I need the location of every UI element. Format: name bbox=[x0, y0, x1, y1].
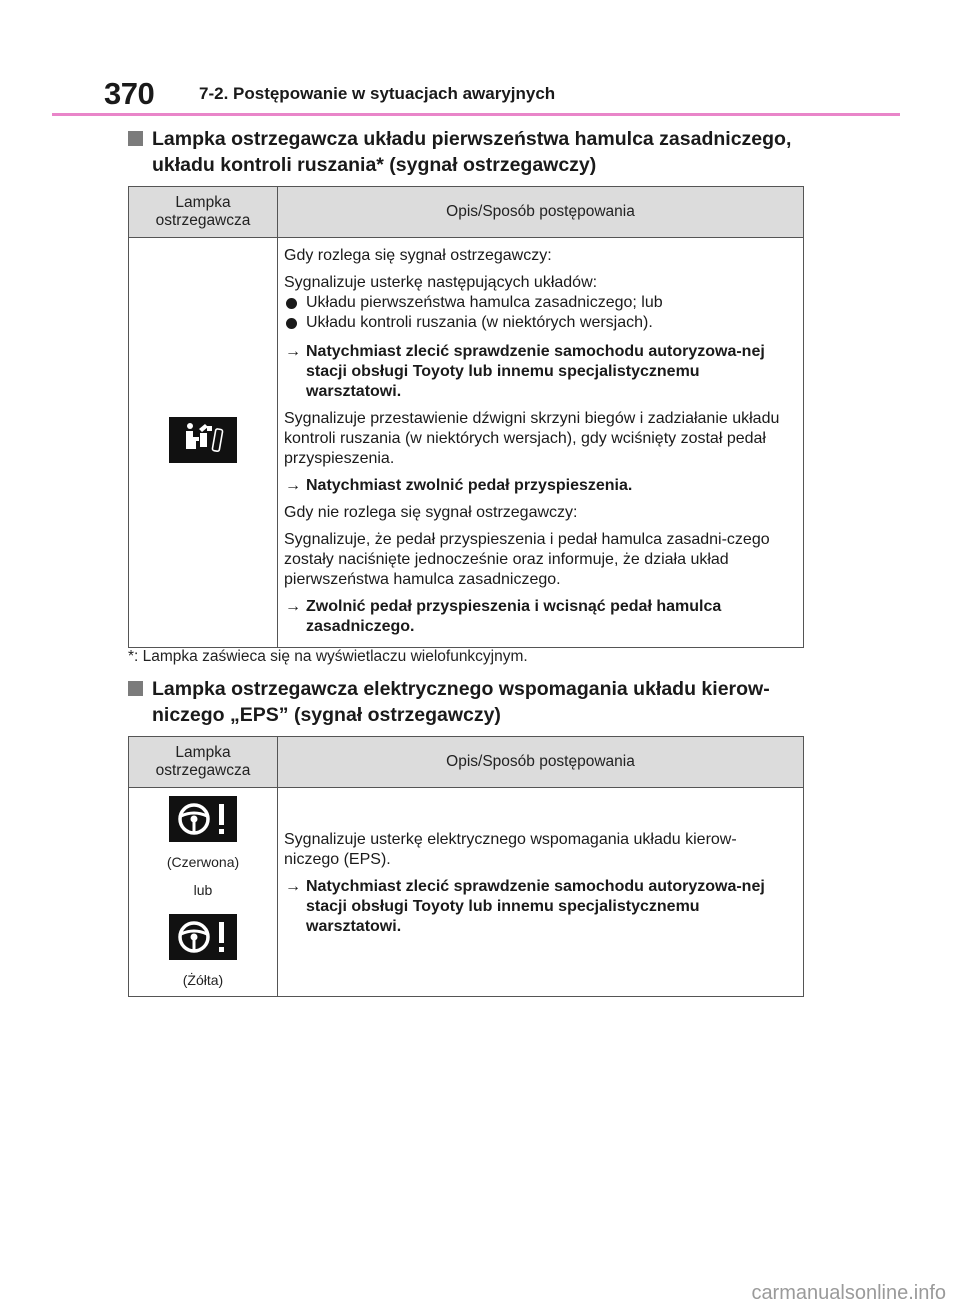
brake-override-warning-icon bbox=[169, 417, 237, 463]
header-rule bbox=[52, 113, 900, 116]
icon-caption-yellow: (Żółta) bbox=[182, 972, 224, 988]
arrow-icon: → bbox=[285, 477, 301, 494]
steering-wheel-warning-icon-red bbox=[169, 796, 237, 842]
desc-paragraph: Gdy rozlega się sygnał ostrzegawczy: bbox=[284, 247, 552, 264]
steering-wheel-warning-icon-yellow bbox=[169, 914, 237, 960]
action-instruction: → Natychmiast zlecić sprawdzenie samochodu autoryzowa-nej stacji obsługi Toyoty lub innemu specjalistycznemu warsztatowi. bbox=[285, 878, 765, 935]
section-title-brake-override: Lampka ostrzegawcza układu pierwszeństwa hamulca zasadniczego, układu kontroli ruszania* (sygnał ostrzegawczy) bbox=[128, 126, 818, 178]
col-header-lamp: Lampka ostrzegawcza bbox=[129, 187, 278, 238]
desc-paragraph: Gdy nie rozlega się sygnał ostrzegawczy: bbox=[284, 504, 578, 521]
description-cell bbox=[278, 788, 804, 997]
lamp-cell bbox=[129, 788, 278, 997]
page-number: 370 bbox=[104, 76, 155, 111]
description-cell bbox=[278, 238, 804, 648]
brake-override-table bbox=[128, 186, 804, 648]
arrow-icon: → bbox=[285, 343, 301, 360]
section-square-icon bbox=[128, 131, 143, 146]
desc-paragraph: Sygnalizuje, że pedał przyspieszenia i pedał hamulca zasadni-czego zostały naciśnięte jednocześnie oraz informuje, że działa układ pierwszeństwa hamulca zasadniczego. bbox=[284, 531, 770, 588]
eps-table bbox=[128, 736, 804, 997]
col-header-description: Opis/Sposób postępowania bbox=[278, 187, 804, 238]
section-title-eps: Lampka ostrzegawcza elektrycznego wspomagania układu kierow-niczego „EPS” (sygnał ostrzegawczy) bbox=[128, 676, 818, 728]
desc-paragraph: Sygnalizuje przestawienie dźwigni skrzyni biegów i zadziałanie układu kontroli ruszania (w niektórych wersjach), gdy wciśnięty został pedał przyspieszenia. bbox=[284, 410, 780, 467]
arrow-icon: → bbox=[285, 598, 301, 615]
lamp-cell bbox=[129, 238, 278, 648]
page-header bbox=[104, 76, 904, 116]
footnote: *: Lampka zaświeca się na wyświetlaczu wielofunkcyjnym. bbox=[128, 648, 528, 665]
desc-paragraph: Sygnalizuje usterkę elektrycznego wspomagania układu kierow-niczego (EPS). bbox=[284, 831, 737, 868]
desc-paragraph: Sygnalizuje usterkę następujących układów: bbox=[284, 274, 598, 291]
icon-caption-red: (Czerwona) bbox=[166, 854, 240, 870]
action-instruction: → Natychmiast zlecić sprawdzenie samochodu autoryzowa-nej stacji obsługi Toyoty lub innemu specjalistycznemu warsztatowi. bbox=[285, 343, 765, 400]
action-instruction: → Natychmiast zwolnić pedał przyspieszenia. bbox=[285, 477, 633, 494]
action-instruction: → Zwolnić pedał przyspieszenia i wcisnąć pedał hamulca zasadniczego. bbox=[285, 598, 722, 635]
chapter-title: 7-2. Postępowanie w sytuacjach awaryjnych bbox=[199, 84, 556, 103]
col-header-description: Opis/Sposób postępowania bbox=[278, 737, 804, 788]
bullet-item: Układu kontroli ruszania (w niektórych wersjach). bbox=[284, 313, 789, 333]
section-square-icon bbox=[128, 681, 143, 696]
watermark: carmanualsonline.info bbox=[751, 1282, 946, 1304]
bullet-item: Układu pierwszeństwa hamulca zasadniczego; lub bbox=[284, 293, 789, 313]
or-label: lub bbox=[193, 882, 213, 898]
col-header-lamp: Lampka ostrzegawcza bbox=[129, 737, 278, 788]
arrow-icon: → bbox=[285, 878, 301, 895]
